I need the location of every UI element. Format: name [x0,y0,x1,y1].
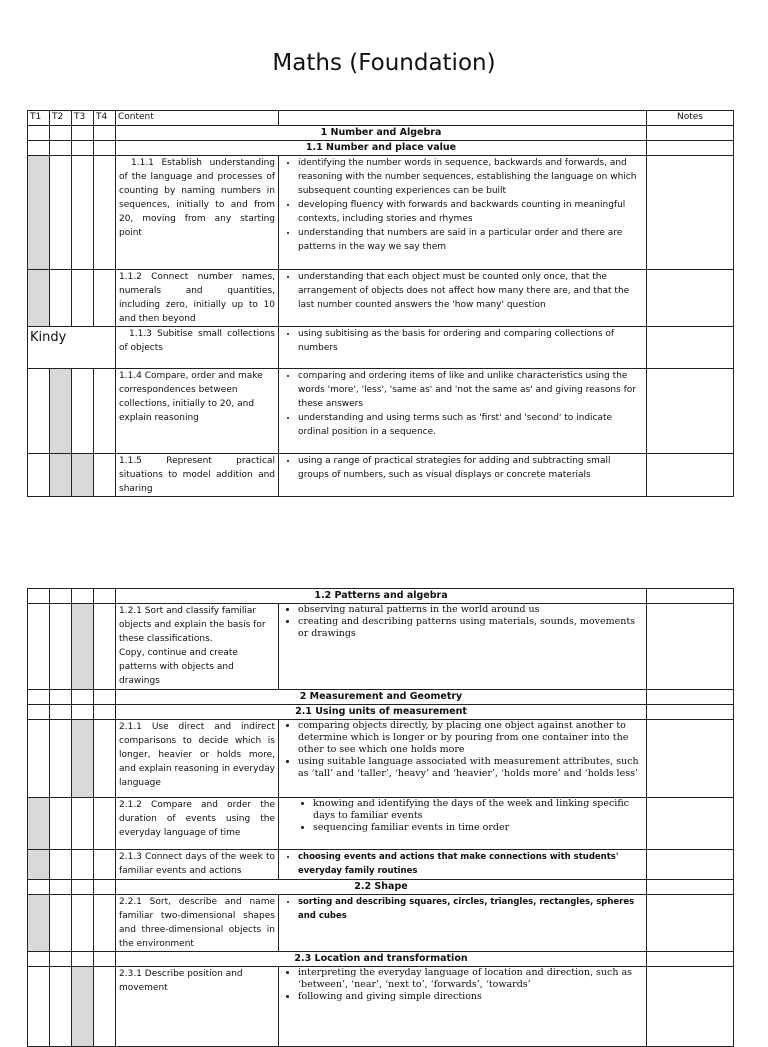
notes-cell [647,327,734,369]
notes-cell [647,850,734,880]
notes-cell [647,895,734,952]
table-row [28,967,734,1047]
list-item: • following and giving simple directions [298,991,643,1003]
term-cell-shaded [28,798,50,850]
term-cell-shaded [28,156,50,270]
elaboration-cell [279,798,647,850]
section-row [28,589,734,604]
elaboration-cell [279,604,647,690]
content-cell: 1.1.1 Establish understanding of the language and processes of counting by naming numbers in sequences, initially to and from 20, moving from any starting point [116,156,279,270]
term-cell-shaded [72,454,94,497]
list-item: • choosing events and actions that make connections with students' everyday family routines [298,850,643,878]
table-row [28,454,734,497]
content-cell: 1.1.5 Represent practical situations to model addition and sharing [116,454,279,497]
table-row [28,895,734,952]
notes-cell [647,369,734,454]
list-item: • creating and describing patterns using materials, sounds, movements or drawings [298,616,643,640]
list-item: • developing fluency with forwards and backwards counting in meaningful contexts, including stories and rhymes [298,198,643,226]
list-item: • knowing and identifying the days of the week and linking specific days to familiar events [313,798,643,822]
term-cell-shaded [28,850,50,880]
elaboration-cell [279,850,647,880]
content-cell: 2.3.1 Describe position and movement [116,967,279,1047]
list-item: • using subitising as the basis for ordering and comparing collections of numbers [298,327,643,355]
section-heading: 1 Number and Algebra [116,126,647,141]
section-row [28,690,734,705]
section-heading: 2 Measurement and Geometry [116,690,647,705]
list-item: • understanding and using terms such as 'first' and 'second' to indicate ordinal position in a sequence. [298,411,643,439]
content-cell: 1.1.4 Compare, order and make correspondences between collections, initially to 20, and explain reasoning [116,369,279,454]
term-cell-shaded [72,604,94,690]
list-item: • comparing and ordering items of like and unlike characteristics using the words 'more', 'less', 'same as' and 'not the same as' and giving reasons for these answers [298,369,643,411]
content-text: Copy, continue and create patterns with objects and drawings [119,648,238,686]
term-cell-shaded [72,967,94,1047]
list-item: • using a range of practical strategies for adding and subtracting small groups of numbers, such as visual displays or concrete materials [298,454,643,482]
header-content: Content [116,111,279,126]
content-cell: 2.1.3 Connect days of the week to familiar events and actions [116,850,279,880]
subsection-heading: 2.3 Location and transformation [116,952,647,967]
term-cell-shaded [72,720,94,798]
elaboration-cell [279,327,647,369]
subsection-row [28,880,734,895]
table-row [28,156,734,270]
content-text: 1.2.1 Sort and classify familiar objects and explain the basis for these classifications. [119,606,266,644]
elaboration-cell [279,369,647,454]
elaboration-cell [279,156,647,270]
content-cell [116,604,279,690]
elaboration-cell [279,454,647,497]
header-t3: T3 [72,111,94,126]
term-cell-shaded [28,270,50,327]
content-cell: 2.1.1 Use direct and indirect comparisons to decide which is longer, heavier or holds more, and explain reasoning in everyday language [116,720,279,798]
subsection-heading: 2.1 Using units of measurement [116,705,647,720]
page-title: Maths (Foundation) [272,50,496,76]
list-item: • sequencing familiar events in time order [313,822,643,834]
notes-cell [647,454,734,497]
content-cell: 2.1.2 Compare and order the duration of events using the everyday language of time [116,798,279,850]
subsection-row [28,952,734,967]
list-item: • interpreting the everyday language of location and direction, such as ‘between’, ‘near’, ‘next to’, ‘forwards’, ‘towards’ [298,967,643,991]
curriculum-table-patterns-measurement [27,588,734,1047]
list-item: • understanding that each object must be counted only once, that the arrangement of objects does not affect how many there are, and that the last number counted answers the 'how many' question [298,270,643,312]
kindy-label: Kindy [28,327,116,369]
list-item: • sorting and describing squares, circles, triangles, rectangles, spheres and cubes [298,895,643,923]
term-cell-shaded [50,454,72,497]
list-item: • observing natural patterns in the world around us [298,604,643,616]
content-cell: 1.1.2 Connect number names, numerals and quantities, including zero, initially up to 10 and then beyond [116,270,279,327]
header-t1: T1 [28,111,50,126]
header-t2: T2 [50,111,72,126]
notes-cell [647,720,734,798]
list-item: • understanding that numbers are said in a particular order and there are patterns in the way we say them [298,226,643,254]
header-notes: Notes [647,111,734,126]
table-row [28,369,734,454]
elaboration-cell [279,967,647,1047]
header-t4: T4 [94,111,116,126]
table-row [28,850,734,880]
table-row [28,270,734,327]
elaboration-cell [279,895,647,952]
list-item: • comparing objects directly, by placing one object against another to determine which is longer or by pouring from one container into the other to see which one holds more [298,720,643,756]
term-cell-shaded [28,895,50,952]
list-item: • using suitable language associated with measurement attributes, such as ‘tall’ and ‘taller’, ‘heavy’ and ‘heavier’, ‘holds more’ and ‘holds less’ [298,756,643,780]
table-row [28,798,734,850]
list-item: • identifying the number words in sequence, backwards and forwards, and reasoning with the number sequences, establishing the language on which subsequent counting experiences can be built [298,156,643,198]
notes-cell [647,798,734,850]
table-row [28,604,734,690]
subsection-row [28,705,734,720]
section-row [28,126,734,141]
notes-cell [647,967,734,1047]
notes-cell [647,156,734,270]
subsection-row [28,141,734,156]
elaboration-cell [279,720,647,798]
table-row [28,720,734,798]
notes-cell [647,270,734,327]
notes-cell [647,604,734,690]
term-cell-shaded [50,369,72,454]
table-row [28,327,734,369]
subsection-heading: 2.2 Shape [116,880,647,895]
content-cell: 2.2.1 Sort, describe and name familiar two-dimensional shapes and three-dimensional objects in the environment [116,895,279,952]
content-cell: 1.1.3 Subitise small collections of objects [116,327,279,369]
subsection-heading: 1.2 Patterns and algebra [116,589,647,604]
curriculum-table-number-algebra [27,110,734,497]
header-row [28,111,734,126]
elaboration-cell [279,270,647,327]
subsection-heading: 1.1 Number and place value [116,141,647,156]
